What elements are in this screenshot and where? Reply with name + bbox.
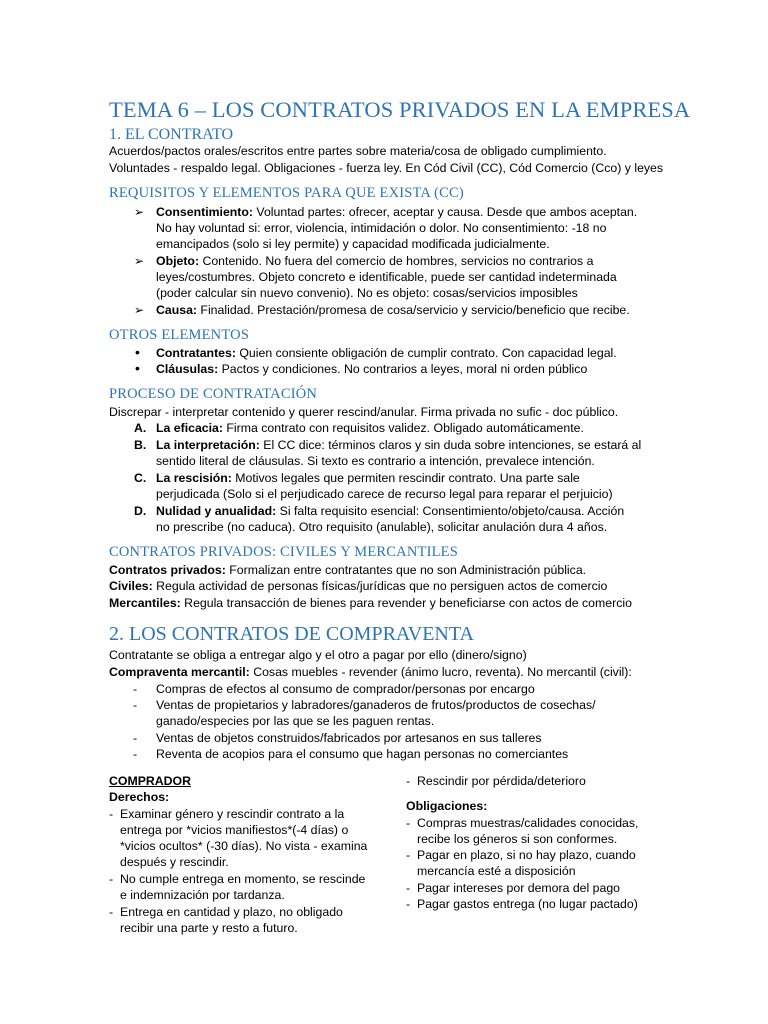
list-item-text: Firma contrato con requisitos validez. Obligado automáticamente. (223, 421, 584, 435)
list-item-continuation: *vicios ocultos* (-30 días). No vista - examina (120, 839, 368, 853)
term-text: Cosas muebles - revender (ánimo lucro, reventa). No mercantil (civil): (249, 665, 632, 679)
dash-bullet-icon: - (406, 848, 411, 862)
list-item (156, 420, 584, 436)
list-item-continuation: sentido literal de cláusulas. Si texto es contrario a intención, prevalece intención. (156, 454, 595, 468)
list-item-text: Contenido. No fuera del comercio de hombres, servicios no contrarios a (199, 254, 594, 268)
list-item (156, 503, 624, 519)
subheading-derechos: Derechos: (109, 790, 170, 804)
section-heading-el-contrato: 1. EL CONTRATO (109, 126, 233, 143)
paragraph-line (109, 562, 586, 578)
term-lead: Civiles: (109, 579, 153, 593)
list-item: Pagar intereses por demora del pago (417, 881, 621, 895)
dash-bullet-icon: - (133, 731, 138, 745)
list-item: Reventa de acopios para el consumo que hagan personas no comerciantes (156, 747, 569, 761)
list-item: No cumple entrega en momento, se rescinde (120, 872, 366, 886)
term-lead: Contratos privados: (109, 563, 226, 577)
list-item (156, 470, 580, 486)
term-lead: Mercantiles: (109, 596, 181, 610)
list-item: Ventas de propietarios y labradores/ganaderos de frutos/productos de cosechas/ (156, 698, 596, 712)
subheading-obligaciones: Obligaciones: (406, 799, 488, 813)
list-marker: D. (134, 504, 147, 518)
paragraph-line (109, 595, 632, 611)
dash-bullet-icon: - (133, 747, 138, 761)
arrow-bullet-icon: ➢ (134, 254, 145, 268)
term-text: Regula actividad de personas físicas/jurídicas que no persiguen actos de comercio (152, 579, 608, 593)
dash-bullet-icon: - (406, 816, 411, 830)
list-item-lead: La eficacia: (156, 421, 223, 435)
document-title: TEMA 6 – LOS CONTRATOS PRIVADOS EN LA EMPRESA (109, 97, 691, 122)
section-heading-contratos-privados: CONTRATOS PRIVADOS: CIVILES Y MERCANTILES (109, 544, 458, 560)
list-item: Pagar gastos entrega (no lugar pactado) (417, 897, 638, 911)
dash-bullet-icon: - (133, 698, 138, 712)
paragraph-line: Voluntades - respaldo legal. Obligaciones - fuerza ley. En Cód Civil (CC), Cód Comercio (Cco) y leyes (109, 161, 664, 175)
list-item-lead: Cláusulas: (156, 362, 219, 376)
list-item-continuation: ganado/especies por las que se les paguen rentas. (156, 714, 435, 728)
dash-bullet-icon: - (406, 897, 411, 911)
dash-bullet-icon: - (406, 881, 411, 895)
list-item: Compras de efectos al consumo de comprador/personas por encargo (156, 682, 535, 696)
arrow-bullet-icon: ➢ (134, 303, 145, 317)
list-item: Compras muestras/calidades conocidas, (417, 816, 639, 830)
dash-bullet-icon: - (109, 872, 114, 886)
list-item: Entrega en cantidad y plazo, no obligado (120, 905, 343, 919)
list-item: Rescindir por pérdida/deterioro (417, 774, 586, 788)
list-item (156, 361, 587, 377)
section-heading-comprador: COMPRADOR (109, 774, 191, 788)
list-item-text: Finalidad. Prestación/promesa de cosa/servicio y servicio/beneficio que recibe. (197, 303, 630, 317)
section-heading-otros-elementos: OTROS ELEMENTOS (109, 327, 250, 343)
list-item-continuation: recibe los géneros si son conformes. (417, 832, 618, 846)
dash-bullet-icon: - (109, 905, 114, 919)
paragraph-line: Contratante se obliga a entregar algo y el otro a pagar por ello (dinero/signo) (109, 648, 527, 662)
term-lead: Compraventa mercantil: (109, 665, 250, 679)
list-item (156, 204, 637, 220)
section-heading-requisitos: REQUISITOS Y ELEMENTOS PARA QUE EXISTA (CC) (109, 185, 464, 201)
section-heading-compraventa: 2. LOS CONTRATOS DE COMPRAVENTA (109, 623, 474, 645)
list-item (156, 437, 641, 453)
list-item-lead: Nulidad y anualidad: (156, 504, 277, 518)
list-item-continuation: perjudicada (Solo si el perjudicado carece de recurso legal para reparar el perjuicio) (156, 487, 613, 501)
list-item-continuation: emancipados (solo si ley permite) y capacidad modificada judicialmente. (156, 237, 550, 251)
bullet-dot-icon: • (135, 344, 140, 360)
bullet-dot-icon: • (135, 360, 140, 376)
term-text: Formalizan entre contratantes que no son Administración pública. (225, 563, 587, 577)
list-item (156, 302, 630, 318)
list-item-continuation: no prescribe (no caduca). Otro requisito (anulable), solicitar anulación dura 4 años. (156, 520, 608, 534)
paragraph-line (109, 664, 632, 680)
list-item-continuation: leyes/costumbres. Objeto concreto e identificable, puede ser cantidad indeterminada (156, 270, 617, 284)
dash-bullet-icon: - (406, 774, 411, 788)
list-item: Examinar género y rescindir contrato a la (120, 807, 345, 821)
list-item-continuation: recibir una parte y resto a futuro. (120, 921, 298, 935)
list-item-lead: Causa: (156, 303, 198, 317)
list-item-continuation: e indemnización por tardanza. (120, 888, 285, 902)
list-item-text: Voluntad partes: ofrecer, aceptar y causa. Desde que ambos aceptan. (253, 205, 638, 219)
list-item-continuation: después y rescindir. (120, 855, 229, 869)
list-item-text: Pactos y condiciones. No contrarios a leyes, moral ni orden público (218, 362, 588, 376)
dash-bullet-icon: - (109, 807, 114, 821)
section-heading-proceso: PROCESO DE CONTRATACIÓN (109, 386, 318, 402)
paragraph-line (109, 578, 607, 594)
arrow-bullet-icon: ➢ (134, 205, 145, 219)
list-item-continuation: mercancía esté a disposición (417, 864, 576, 878)
dash-bullet-icon: - (133, 682, 138, 696)
list-marker: C. (134, 471, 147, 485)
list-item-text: Motivos legales que permiten rescindir contrato. Una parte sale (231, 471, 580, 485)
list-item (156, 253, 593, 269)
list-item: Ventas de objetos construidos/fabricados por artesanos en sus talleres (156, 731, 542, 745)
list-item-lead: Consentimiento: (156, 205, 254, 219)
paragraph-line: Discrepar - interpretar contenido y querer rescind/anular. Firma privada no sufic - doc público. (109, 405, 619, 419)
list-marker: A. (134, 421, 147, 435)
list-item-lead: Contratantes: (156, 346, 236, 360)
list-item-text: El CC dice: términos claros y sin duda sobre intenciones, se estará al (259, 438, 642, 452)
list-item: Pagar en plazo, si no hay plazo, cuando (417, 848, 636, 862)
list-marker: B. (134, 438, 147, 452)
list-item-text: Quien consiente obligación de cumplir contrato. Con capacidad legal. (235, 346, 617, 360)
term-text: Regula transacción de bienes para revender y beneficiarse con actos de comercio (180, 596, 632, 610)
list-item-lead: La interpretación: (156, 438, 260, 452)
list-item-text: Si falta requisito esencial: Consentimiento/objeto/causa. Acción (276, 504, 625, 518)
list-item (156, 345, 617, 361)
list-item-lead: Objeto: (156, 254, 200, 268)
list-item-lead: La rescisión: (156, 471, 232, 485)
paragraph-line: Acuerdos/pactos orales/escritos entre partes sobre materia/cosa de obligado cumplimiento. (109, 144, 607, 158)
list-item-continuation: (poder calcular sin nuevo convenio). No es objeto: cosas/servicios imposibles (156, 286, 578, 300)
list-item-continuation: No hay voluntad si: error, violencia, intimidación o dolor. No consentimiento: -18 no (156, 221, 607, 235)
list-item-continuation: entrega por *vicios manifiestos*(-4 días) o (120, 823, 349, 837)
